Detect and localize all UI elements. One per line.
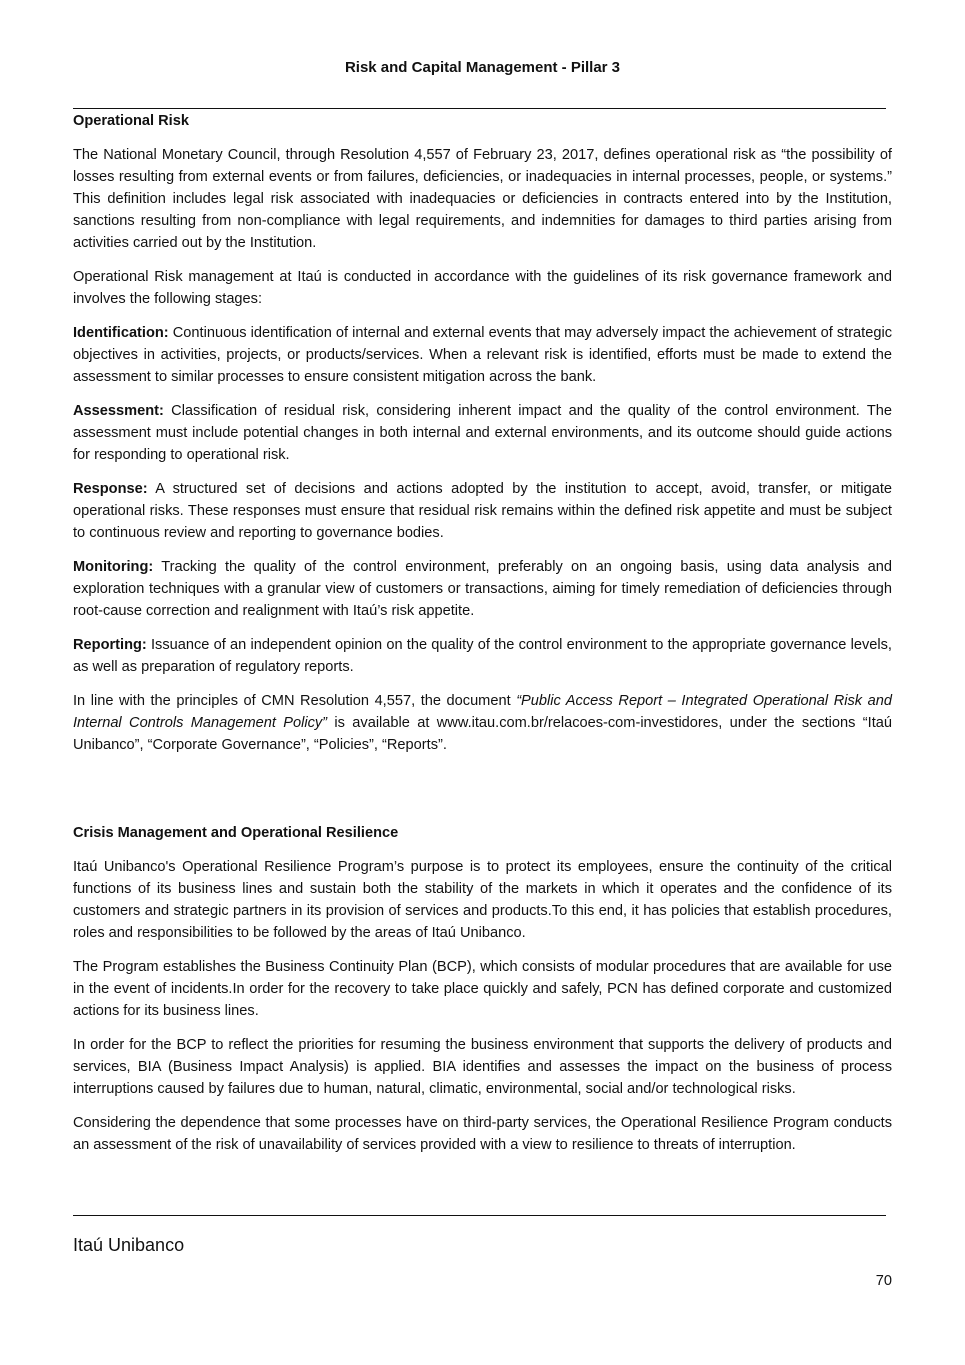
paragraph-program-purpose: Itaú Unibanco's Operational Resilience Program’s purpose is to protect its employees, ensure the continuity of the critical functions of its business lines and sustain both the stability of the markets in which it operates and the confidence of its customers and strategic partners in its provision of services and products.To this end, it has policies that establish procedures, roles and responsibilities to be followed by the areas of Itaú Unibanco. [73, 859, 892, 941]
stage-monitoring [73, 557, 892, 622]
section-title-crisis-management: Crisis Management and Operational Resilience [73, 825, 399, 841]
paragraph-third-party: Considering the dependence that some processes have on third-party services, the Operational Resilience Program conducts an assessment of the risk of unavailability of services provided with a view to resilience to threats of interruption. [73, 1115, 892, 1153]
stage-label: Response: [73, 481, 148, 498]
stage-response [73, 479, 892, 544]
text-before: In line with the principles of CMN Resolution 4,557, the document [73, 693, 517, 710]
paragraph-definition: The National Monetary Council, through Resolution 4,557 of February 23, 2017, defines operational risk as “the possibility of losses resulting from external events or from failures, deficiencies, or inadequacies in internal processes, people, or systems.” This definition includes legal risk associated with inadequacies or deficiencies in contracts entered into by the Institution, sanctions resulting from non-compliance with legal requirements, and indemnities for damages to third parties arising from activities carried out by the Institution. [73, 147, 892, 251]
operational-risk-section [73, 111, 892, 757]
header-divider [73, 108, 886, 109]
stage-label: Monitoring: [73, 559, 154, 576]
stage-label: Assessment: [73, 403, 164, 420]
paragraph-public-access-report [73, 691, 892, 756]
paragraph-stages-intro: Operational Risk management at Itaú is conducted in accordance with the guidelines of its risk governance framework and involves the following stages: [73, 268, 892, 307]
text-after: is available at www.itau.com.br/relacoes-com-investidores, under the sections “Itaú Unibanco”, “Corporate Governance”, “Policies”, “Reports”. [73, 715, 892, 753]
page-number: 70 [875, 1273, 892, 1289]
section-title-operational-risk: Operational Risk [73, 113, 189, 129]
stage-reporting [73, 635, 892, 679]
stage-text: Continuous identification of internal and external events that may adversely impact the achievement of strategic objectives in activities, projects, or products/services. When a relevant risk is identified, efforts must be made to extend the assessment to similar processes to ensure consistent mitigation across the bank. [73, 325, 892, 385]
document-title: “Public Access Report – Integrated Operational Risk and Internal Controls Management Policy” [73, 693, 892, 732]
footer-company-name: Itaú Unibanco [73, 1235, 185, 1255]
footer-divider [73, 1215, 886, 1216]
stage-assessment [73, 401, 892, 466]
paragraph-bia: In order for the BCP to reflect the priorities for resuming the business environment that supports the delivery of products and services, BIA (Business Impact Analysis) is applied. BIA identifies and assesses the impact on the business of process interruptions caused by failures due to human, natural, climatic, environmental, social and/or technological risks. [73, 1037, 892, 1097]
stage-label: Reporting: [73, 637, 147, 654]
stage-text: Issuance of an independent opinion on the quality of the control environment to the appropriate governance levels, as well as preparation of regulatory reports. [73, 637, 892, 675]
stage-text: Tracking the quality of the control environment, preferably on an ongoing basis, using data analysis and exploration techniques with a granular view of customers or transactions, aiming for timely remediation of deficiencies through root-cause correction and realignment with Itaú’s risk appetite. [73, 559, 892, 619]
crisis-management-section [73, 823, 892, 1157]
page-header-title: Risk and Capital Management - Pillar 3 [344, 59, 621, 76]
stage-label: Identification: [73, 325, 169, 342]
stage-text: Classification of residual risk, considering inherent impact and the quality of the control environment. The assessment must include potential changes in both internal and external environments, and its outcome should guide actions for responding to operational risk. [73, 403, 892, 463]
paragraph-bcp: The Program establishes the Business Continuity Plan (BCP), which consists of modular procedures that are available for use in the event of incidents.In order for the recovery to take place quickly and safely, PCN has defined corporate and customized actions for its business lines. [73, 959, 892, 1019]
stage-text: A structured set of decisions and actions adopted by the institution to accept, avoid, transfer, or mitigate operational risks. These responses must ensure that residual risk remains within the defined risk appetite and must be subject to continuous review and reporting to governance bodies. [73, 481, 892, 541]
stage-identification [73, 323, 892, 388]
